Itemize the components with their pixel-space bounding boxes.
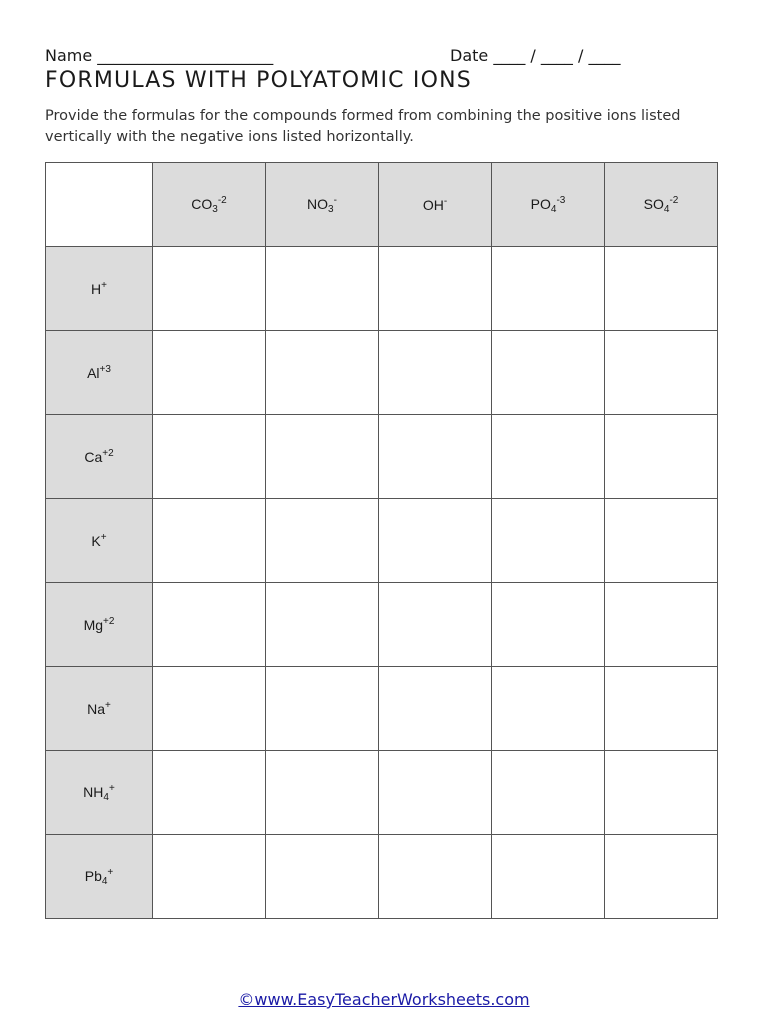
formula-answer-cell[interactable]	[379, 751, 492, 835]
anion-header-cell	[605, 163, 718, 247]
cation-label-symbol: H	[91, 281, 102, 297]
cation-label-symbol: Pb	[84, 867, 102, 884]
worksheet-title: FORMULAS WITH POLYATOMIC IONS	[45, 68, 472, 93]
cation-label	[84, 617, 115, 633]
formula-answer-cell[interactable]	[153, 751, 266, 835]
formula-answer-cell[interactable]	[605, 751, 718, 835]
cation-label	[91, 281, 107, 297]
formula-answer-cell[interactable]	[266, 751, 379, 835]
formula-answer-cell[interactable]	[153, 667, 266, 751]
formula-answer-cell[interactable]	[266, 247, 379, 331]
formula-answer-cell[interactable]	[266, 583, 379, 667]
cation-row	[46, 835, 718, 919]
formula-answer-cell[interactable]	[153, 247, 266, 331]
cation-label-charge: +	[107, 866, 114, 878]
formula-answer-cell[interactable]	[379, 247, 492, 331]
cation-label-symbol: K	[91, 533, 101, 549]
formula-answer-cell[interactable]	[492, 331, 605, 415]
date-field[interactable]: Date ____ / ____ / ____	[450, 46, 621, 65]
formula-answer-cell[interactable]	[605, 415, 718, 499]
formula-answer-cell[interactable]	[379, 583, 492, 667]
formula-answer-cell[interactable]	[379, 499, 492, 583]
anion-label-symbol: NO	[307, 195, 329, 212]
cation-label	[84, 449, 113, 465]
cation-label	[83, 782, 115, 803]
cation-label-charge: +	[105, 700, 111, 711]
cation-label-symbol: Ca	[84, 449, 103, 465]
formula-answer-cell[interactable]	[379, 667, 492, 751]
formula-answer-cell[interactable]	[492, 751, 605, 835]
cation-header-cell	[46, 667, 153, 751]
cation-label-symbol: Na	[87, 701, 106, 717]
anion-header-cell	[379, 163, 492, 247]
cation-row	[46, 583, 718, 667]
anion-label-charge: -	[443, 196, 448, 207]
cation-row	[46, 331, 718, 415]
cation-row	[46, 247, 718, 331]
cation-label-charge: +2	[103, 616, 115, 627]
formula-answer-cell[interactable]	[492, 415, 605, 499]
formula-answer-cell[interactable]	[379, 835, 492, 919]
cation-label	[87, 701, 111, 717]
formula-answer-cell[interactable]	[605, 583, 718, 667]
anion-label-subscript: 4	[550, 203, 557, 215]
anion-label-subscript: 3	[212, 203, 218, 215]
cation-header-cell	[46, 835, 153, 919]
anion-label-charge: -	[333, 194, 337, 206]
formula-answer-cell[interactable]	[379, 415, 492, 499]
formula-answer-cell[interactable]	[153, 499, 266, 583]
cation-label-charge: +	[100, 532, 107, 543]
cation-row	[46, 415, 718, 499]
cation-label-charge: +2	[102, 448, 114, 459]
anion-header-row	[46, 163, 718, 247]
cation-label	[87, 365, 111, 381]
formula-answer-cell[interactable]	[492, 499, 605, 583]
cation-row	[46, 499, 718, 583]
cation-row	[46, 751, 718, 835]
anion-label-symbol: OH	[422, 197, 444, 213]
cation-label	[91, 533, 106, 549]
formula-answer-cell[interactable]	[153, 835, 266, 919]
anion-label	[423, 197, 447, 213]
anion-label	[530, 194, 566, 215]
anion-header-cell	[266, 163, 379, 247]
formula-answer-cell[interactable]	[492, 247, 605, 331]
anion-label-charge: -2	[217, 194, 227, 206]
formula-answer-cell[interactable]	[266, 667, 379, 751]
cation-header-cell	[46, 247, 153, 331]
formula-answer-cell[interactable]	[153, 583, 266, 667]
anion-label-symbol: CO	[191, 195, 213, 212]
formula-answer-cell[interactable]	[379, 331, 492, 415]
anion-label	[643, 194, 679, 215]
anion-header-cell	[492, 163, 605, 247]
cation-header-cell	[46, 499, 153, 583]
cation-label-charge: +	[101, 280, 107, 291]
cation-label-subscript: 4	[101, 875, 108, 887]
anion-label-subscript: 4	[663, 203, 670, 215]
name-field[interactable]: Name ______________________	[45, 46, 274, 65]
cation-label-subscript: 4	[103, 791, 109, 803]
corner-cell	[46, 163, 153, 247]
cation-label-symbol: Al	[87, 365, 100, 381]
formula-answer-cell[interactable]	[266, 415, 379, 499]
cation-label-symbol: Mg	[83, 617, 104, 633]
anion-label-symbol: PO	[530, 195, 551, 212]
cation-label-charge: +3	[99, 364, 111, 375]
formula-answer-cell[interactable]	[266, 331, 379, 415]
formula-answer-cell[interactable]	[605, 331, 718, 415]
cation-label-symbol: NH	[83, 783, 104, 800]
cation-label	[84, 866, 114, 887]
cation-label-charge: +	[108, 782, 115, 794]
anion-label-subscript: 3	[328, 203, 334, 215]
cation-header-cell	[46, 331, 153, 415]
anion-label	[307, 194, 337, 215]
instructions-text: Provide the formulas for the compounds formed from combining the positive ions listed vertically with the negative ions listed horizontally.	[45, 108, 681, 145]
anion-label-charge: -3	[556, 194, 566, 206]
anion-label-symbol: SO	[643, 195, 664, 212]
cation-header-cell	[46, 583, 153, 667]
formula-answer-cell[interactable]	[153, 331, 266, 415]
anion-label-charge: -2	[669, 194, 679, 206]
formula-answer-cell[interactable]	[492, 583, 605, 667]
header-fields	[45, 46, 725, 68]
formula-answer-cell[interactable]	[492, 835, 605, 919]
anion-header-cell	[153, 163, 266, 247]
formula-answer-cell[interactable]	[266, 835, 379, 919]
anion-label	[191, 194, 227, 215]
formula-answer-cell[interactable]	[492, 667, 605, 751]
ion-formula-table	[45, 162, 718, 919]
formula-answer-cell[interactable]	[605, 835, 718, 919]
formula-answer-cell[interactable]	[153, 415, 266, 499]
formula-answer-cell[interactable]	[605, 499, 718, 583]
footer-website-link[interactable]: ©www.EasyTeacherWorksheets.com	[238, 990, 530, 1009]
cation-header-cell	[46, 415, 153, 499]
cation-row	[46, 667, 718, 751]
formula-answer-cell[interactable]	[605, 667, 718, 751]
formula-answer-cell[interactable]	[605, 247, 718, 331]
cation-header-cell	[46, 751, 153, 835]
formula-answer-cell[interactable]	[266, 499, 379, 583]
footer	[0, 990, 768, 1009]
